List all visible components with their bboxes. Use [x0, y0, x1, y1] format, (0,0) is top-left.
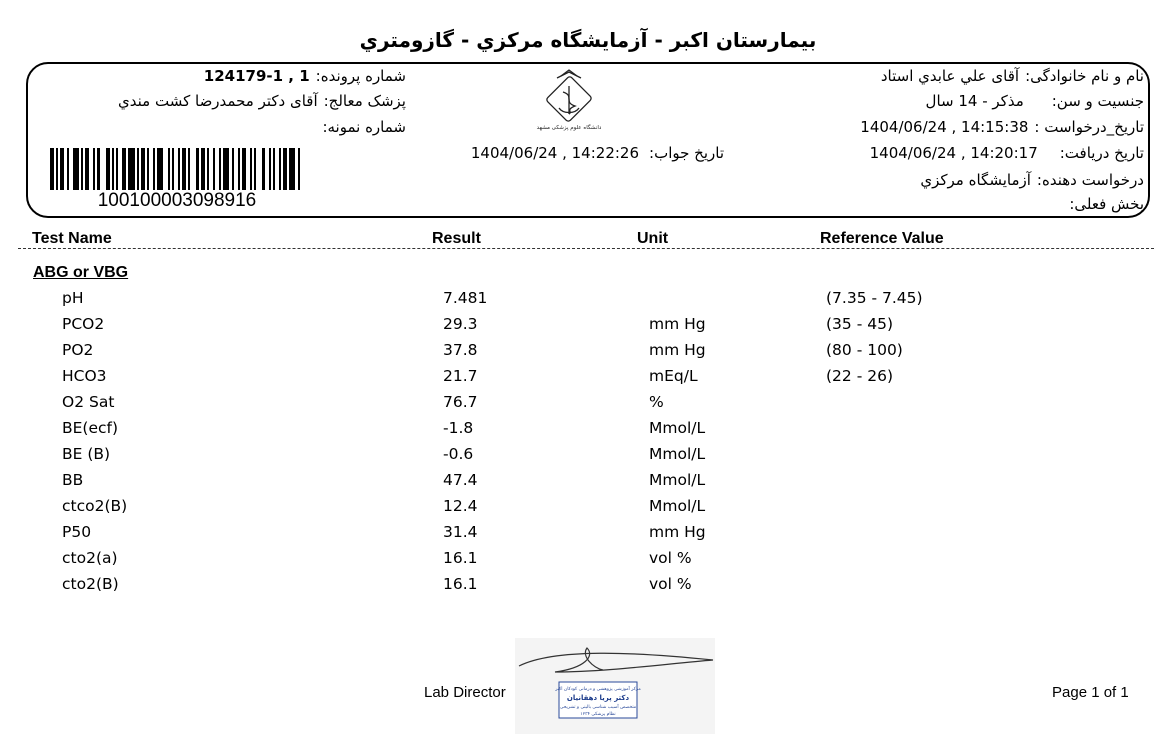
requester-label: درخواست دهنده:	[1036, 171, 1144, 189]
table-row	[0, 445, 1176, 471]
col-reference: Reference Value	[820, 230, 944, 247]
test-name: cto2(B)	[62, 575, 119, 593]
requester-value: آزمایشگاه مرکزي	[920, 171, 1031, 189]
sample-no-label: شماره نمونه:	[322, 118, 406, 136]
stamp-line-1: مرکز آموزشی پژوهشی و درمانی کودکان اکبر	[555, 687, 641, 692]
table-row	[0, 419, 1176, 445]
logo-caption: دانشگاه علوم پزشکی مشهد	[536, 125, 602, 131]
request-date-value: 1404/06/24 , 14:15:38	[860, 118, 1029, 136]
table-row	[0, 497, 1176, 523]
test-name: PO2	[62, 341, 94, 359]
answer-date-value: 1404/06/24 , 14:22:26	[470, 144, 640, 162]
test-unit: mm Hg	[649, 341, 706, 359]
barcode	[50, 148, 304, 190]
test-reference: (7.35 - 7.45)	[826, 289, 923, 307]
test-result: 21.7	[443, 367, 478, 385]
test-reference: (80 - 100)	[826, 341, 903, 359]
signature-stamp	[515, 638, 715, 734]
university-logo	[536, 68, 602, 132]
test-result: 16.1	[443, 575, 478, 593]
test-name: pH	[62, 289, 84, 307]
table-row	[0, 315, 1176, 341]
test-unit: Mmol/L	[649, 445, 706, 463]
test-unit: Mmol/L	[649, 497, 706, 515]
col-unit: Unit	[637, 230, 669, 247]
gender-age-label: جنسیت و سن:	[1051, 92, 1144, 110]
table-row	[0, 471, 1176, 497]
header-divider	[18, 248, 1154, 249]
patient-name-row	[881, 67, 1144, 85]
test-result: 29.3	[443, 315, 478, 333]
answer-date-label: تاریخ جواب:	[649, 144, 724, 162]
test-unit: mEq/L	[649, 367, 698, 385]
file-no-label: شماره پرونده:	[315, 67, 406, 85]
table-row	[0, 367, 1176, 393]
answer-date-row	[471, 144, 724, 162]
test-unit: Mmol/L	[649, 419, 706, 437]
test-name: O2 Sat	[62, 393, 115, 411]
table-row	[0, 575, 1176, 601]
col-test-name: Test Name	[32, 230, 112, 247]
table-row	[0, 341, 1176, 367]
request-date-label: تاریخ_درخواست :	[1034, 118, 1144, 136]
test-unit: mm Hg	[649, 523, 706, 541]
stamp-line-4: نظام پزشکی ۱۲۳۴	[580, 712, 616, 717]
test-unit: %	[649, 393, 664, 411]
test-reference: (35 - 45)	[826, 315, 893, 333]
test-name: ctco2(B)	[62, 497, 128, 515]
requester-row	[920, 171, 1144, 189]
barcode-bar	[300, 148, 304, 190]
receive-date-label: تاریخ دریافت:	[1059, 144, 1144, 162]
test-name: BE (B)	[62, 445, 111, 463]
sample-no-row	[316, 118, 406, 136]
physician-row	[118, 92, 406, 110]
test-unit: Mmol/L	[649, 471, 706, 489]
ward-label: بخش فعلی:	[1069, 195, 1144, 213]
physician-value: آقای دکتر محمدرضا کشت مندي	[118, 92, 318, 110]
report-title: بیمارستان اکبر - آزمایشگاه مرکزي - گازومتري	[359, 28, 817, 52]
test-result: -1.8	[443, 419, 474, 437]
request-date-row	[860, 118, 1144, 136]
file-no-value: 124179-1 , 1	[203, 67, 310, 85]
test-result: 76.7	[443, 393, 478, 411]
test-name: P50	[62, 523, 92, 541]
receive-date-row	[870, 144, 1144, 162]
test-name: cto2(a)	[62, 549, 118, 567]
page-number: Page 1 of 1	[1052, 684, 1129, 701]
test-result: 7.481	[443, 289, 488, 307]
gender-age-row	[926, 92, 1144, 110]
test-reference: (22 - 26)	[826, 367, 893, 385]
patient-name-label: نام و نام خانوادگی:	[1025, 67, 1144, 85]
test-name: PCO2	[62, 315, 105, 333]
test-unit: vol %	[649, 549, 692, 567]
test-result: 16.1	[443, 549, 478, 567]
barcode-number: 100100003098916	[97, 190, 257, 211]
test-result: 31.4	[443, 523, 478, 541]
test-name: BE(ecf)	[62, 419, 119, 437]
test-unit: mm Hg	[649, 315, 706, 333]
table-row	[0, 289, 1176, 315]
test-name: BB	[62, 471, 84, 489]
col-result: Result	[432, 230, 481, 247]
test-result: 12.4	[443, 497, 478, 515]
section-title: ABG or VBG	[33, 264, 129, 281]
stamp-line-2: دکتر پریا دهقانیان	[566, 694, 630, 702]
gender-age-value: مذکر - 14 سال	[925, 92, 1024, 110]
table-row	[0, 393, 1176, 419]
table-row	[0, 523, 1176, 549]
test-result: -0.6	[443, 445, 474, 463]
test-name: HCO3	[62, 367, 107, 385]
file-no-row	[204, 67, 406, 85]
test-result: 37.8	[443, 341, 478, 359]
ward-row	[1063, 195, 1144, 213]
patient-name-value: آقای علي عابدي استاد	[880, 67, 1020, 85]
test-result: 47.4	[443, 471, 478, 489]
receive-date-value: 1404/06/24 , 14:20:17	[869, 144, 1038, 162]
test-unit: vol %	[649, 575, 692, 593]
table-row	[0, 549, 1176, 575]
stamp-line-3: متخصص آسیب شناسی بالینی و تشریحی	[559, 705, 637, 710]
lab-director-label: Lab Director	[424, 684, 506, 701]
physician-label: پزشک معالج:	[323, 92, 406, 110]
